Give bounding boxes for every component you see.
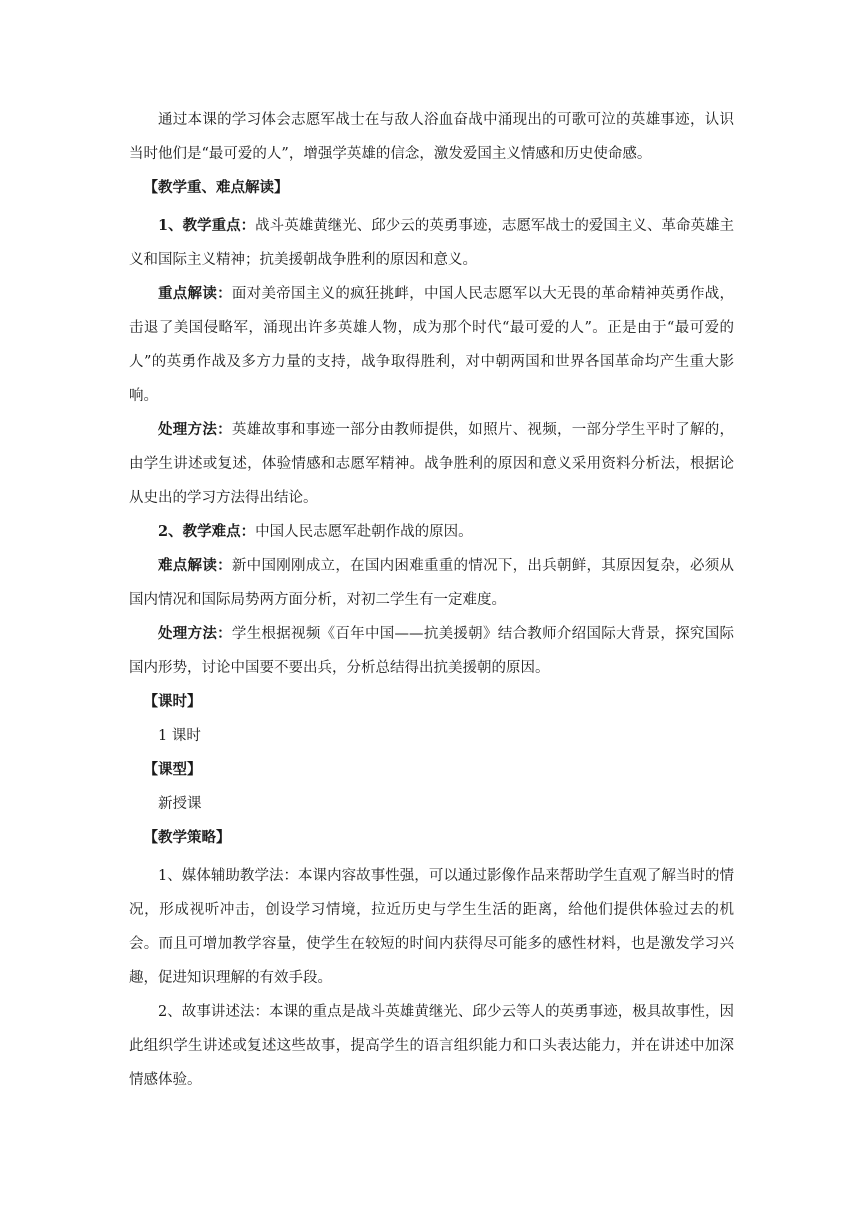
heading-teaching-strategy: 【教学策略】 [143, 829, 231, 846]
key-point-label: 1、教学重点： [158, 217, 256, 234]
difficulty-method-text: 学生根据视频《百年中国——抗美援朝》结合教师介绍国际大背景，探究国际国内形势，讨论中国要不要出兵，分析总结得出抗美援朝的原因。 [129, 626, 735, 676]
strategy-item-storytelling: 2、故事讲述法：本课的重点是战斗英雄黄继光、邱少云等人的英勇事迹，极具故事性，因此组织学生讲述或复述这些故事，提高学生的语言组织能力和口头表达能力，并在讲述中加深情感体验。 [129, 1004, 734, 1088]
difficulty-interpretation-label: 难点解读： [158, 557, 232, 574]
difficulty-interpretation-paragraph [129, 549, 734, 617]
key-method-label: 处理方法： [158, 421, 232, 438]
difficulty-text: 中国人民志愿军赴朝作战的原因。 [255, 524, 473, 540]
key-interpretation-paragraph [129, 277, 734, 413]
difficulty-method-label: 处理方法： [158, 625, 232, 642]
strategy-item-media: 1、媒体辅助教学法：本课内容故事性强，可以通过影像作品来帮助学生直观了解当时的情况，形成视听冲击，创设学习情境，拉近历史与学生生活的距离，给他们提供体验过去的机会。而且可增加教学容量，使学生在较短的时间内获得尽可能多的感性材料，也是激发学习兴趣，促进知识理解的有效手段。 [129, 868, 734, 986]
difficulty-label: 2、教学难点： [158, 523, 256, 540]
key-point-text: 战斗英雄黄继光、邱少云的英勇事迹，志愿军战士的爱国主义、革命英雄主义和国际主义精神；抗美援朝战争胜利的原因和意义。 [129, 218, 735, 268]
intro-paragraph: 通过本课的学习体会志愿军战士在与敌人浴血奋战中涌现出的可歌可泣的英雄事迹，认识当时他们是“最可爱的人”，增强学英雄的信念，激发爱国主义情感和历史使命感。 [129, 112, 734, 162]
key-point-paragraph [129, 209, 734, 277]
heading-lesson-type: 【课型】 [143, 761, 202, 778]
key-method-paragraph [129, 413, 734, 515]
key-interpretation-text: 面对美帝国主义的疯狂挑衅，中国人民志愿军以大无畏的革命精神英勇作战，击退了美国侵略军，涌现出许多英雄人物，成为那个时代“最可爱的人”。正是由于“最可爱的人”的英勇作战及多方力量的支持，战争取得胜利，对中朝两国和世界各国革命均产生重大影响。 [129, 286, 735, 404]
difficulty-method-paragraph [129, 617, 734, 685]
heading-key-points: 【教学重、难点解读】 [143, 179, 289, 196]
key-method-text: 英雄故事和事迹一部分由教师提供，如照片、视频，一部分学生平时了解的，由学生讲述或复述，体验情感和志愿军精神。战争胜利的原因和意义采用资料分析法，根据论从史出的学习方法得出结论。 [129, 422, 735, 506]
difficulty-interpretation-text: 新中国刚刚成立，在国内困难重重的情况下，出兵朝鲜，其原因复杂，必须从国内情况和国际局势两方面分析，对初二学生有一定难度。 [129, 558, 735, 608]
class-hours-value: 1 课时 [158, 728, 201, 744]
document-body [129, 103, 734, 1097]
heading-class-hours: 【课时】 [143, 693, 202, 710]
lesson-type-value: 新授课 [158, 796, 202, 812]
difficulty-paragraph [129, 515, 734, 549]
key-interpretation-label: 重点解读： [158, 285, 232, 302]
